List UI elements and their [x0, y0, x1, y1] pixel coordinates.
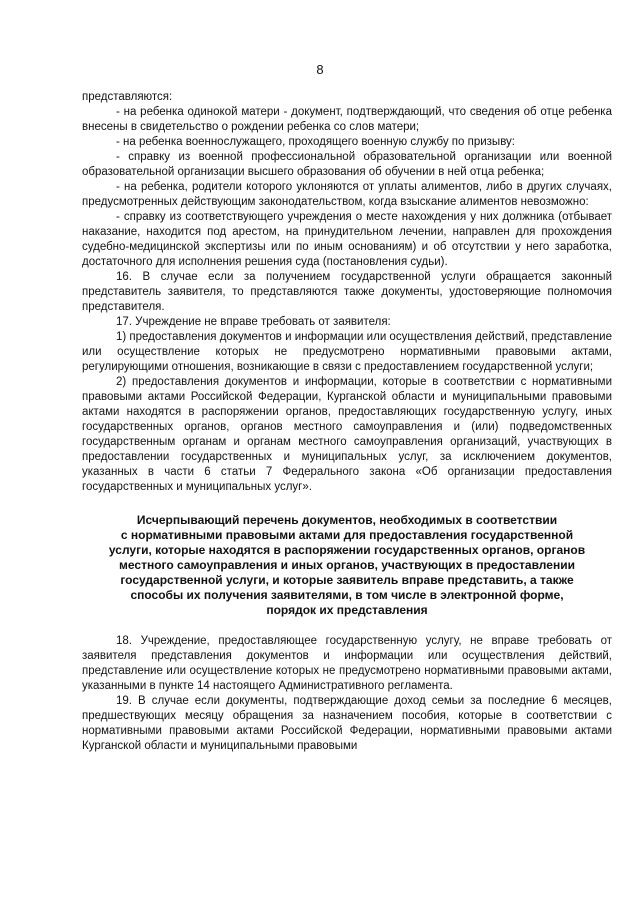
- paragraphs-after: [82, 634, 612, 754]
- heading-line: государственной услуги, и которые заявитель вправе представить, а также: [120, 573, 574, 587]
- section-heading: [100, 513, 594, 618]
- heading-line: с нормативными правовыми актами для предоставления государственной: [120, 528, 574, 542]
- paragraph: - справку из военной профессиональной образовательной организации или военной образовательной организации высшего образования об обучении в ней отца ребенка;: [82, 151, 612, 178]
- paragraph: 2) предоставления документов и информации, которые в соответствии с нормативными правовыми актами Российской Федерации, Курганской области и муниципальными правовыми актами находятся в распоряжении органов, предоставляющих государственную услугу, иных государственных органов, органов местного самоуправления и (или) подведомственных государственным органам и органам местного самоуправления организаций, участвующих в предоставлении государственных и муниципальных услуг, за исключением документов, указанных в части 6 статьи 7 Федерального закона «Об организации предоставления государственных и муниципальных услуг».: [82, 376, 612, 493]
- paragraph: - справку из соответствующего учреждения о месте нахождения у них должника (отбывает наказание, находится под арестом, на принудительном лечении, направлен для прохождения судебно-медицинской экспертизы или по иным основаниям) и об отсутствии у него заработка, достаточного для исполнения решения суда (постановления судьи).: [82, 211, 612, 268]
- heading-line: Исчерпывающий перечень документов, необходимых в соответствии: [136, 513, 558, 527]
- paragraphs-before: [82, 90, 612, 495]
- heading-line: местного самоуправления и иных органов, участвующих в предоставлении: [119, 558, 575, 572]
- paragraph: - на ребенка, родители которого уклоняются от уплаты алиментов, либо в других случаях, предусмотренных действующим законодательством, когда взыскание алиментов невозможно:: [82, 181, 612, 208]
- heading-line: способы их получения заявителями, в том числе в электронной форме,: [130, 588, 564, 602]
- heading-line: порядок их представления: [266, 603, 428, 617]
- paragraph: 16. В случае если за получением государственной услуги обращается законный представитель заявителя, то представляются также документы, удостоверяющие полномочия представителя.: [82, 271, 612, 313]
- document-body: [82, 90, 612, 754]
- paragraph: 17. Учреждение не вправе требовать от заявителя:: [116, 316, 391, 328]
- paragraph: 1) предоставления документов и информации или осуществления действий, представление или осуществление которых не предусмотрено нормативными правовыми актами, регулирующими отношения, возникающие в связи с предоставлением государственной услуги;: [82, 331, 612, 373]
- page-number: 8: [316, 62, 324, 77]
- heading-line: услуги, которые находятся в распоряжении государственных органов, органов: [108, 543, 586, 557]
- paragraph: 19. В случае если документы, подтверждающие доход семьи за последние 6 месяцев, предшествующих месяцу обращения за назначением пособия, которые в соответствии с нормативными правовыми актами Российской Федерации, нормативными правовыми актами Курганской области и муниципальными правовыми: [82, 695, 612, 752]
- paragraph: - на ребенка военнослужащего, проходящего военную службу по призыву:: [116, 136, 516, 148]
- paragraph: представляются:: [82, 91, 173, 103]
- paragraph: - на ребенка одинокой матери - документ, подтверждающий, что сведения об отце ребенка внесены в свидетельство о рождении ребенка со слов матери;: [82, 106, 612, 133]
- paragraph: 18. Учреждение, предоставляющее государственную услугу, не вправе требовать от заявителя представления документов и информации или осуществления действий, представление или осуществление которых не предусмотрено нормативными правовыми актами, указанными в пункте 14 настоящего Административного регламента.: [82, 635, 612, 692]
